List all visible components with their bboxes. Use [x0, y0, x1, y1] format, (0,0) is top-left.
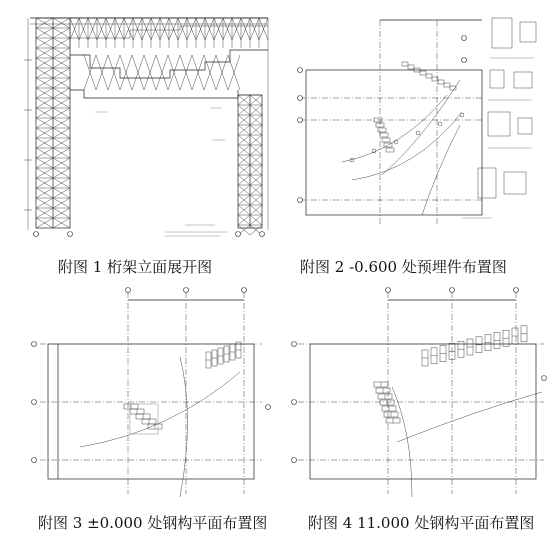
figure-4-steel-plan-11000 [282, 282, 560, 507]
steel-plan-000-drawing [0, 282, 280, 507]
steel-plan-11000-drawing [282, 282, 560, 507]
figure-3-caption: 附图 3 ±0.000 处钢构平面布置图 [38, 514, 268, 532]
figure-4-caption: 附图 4 11.000 处钢构平面布置图 [308, 514, 535, 532]
truss-elevation-drawing [0, 0, 280, 250]
figure-1-caption: 附图 1 桁架立面展开图 [58, 258, 213, 276]
figure-2-caption: 附图 2 -0.600 处预埋件布置图 [300, 258, 507, 276]
embedded-plate-marks [350, 62, 464, 162]
truss-web-members [36, 18, 268, 235]
steel-member-marks [124, 342, 241, 434]
figure-3-steel-plan-000 [0, 282, 280, 507]
figure-2-embedded-parts-plan [282, 0, 560, 250]
figure-1-truss-elevation [0, 0, 280, 250]
embedded-parts-drawing [282, 0, 560, 250]
steel-member-marks [374, 326, 527, 423]
